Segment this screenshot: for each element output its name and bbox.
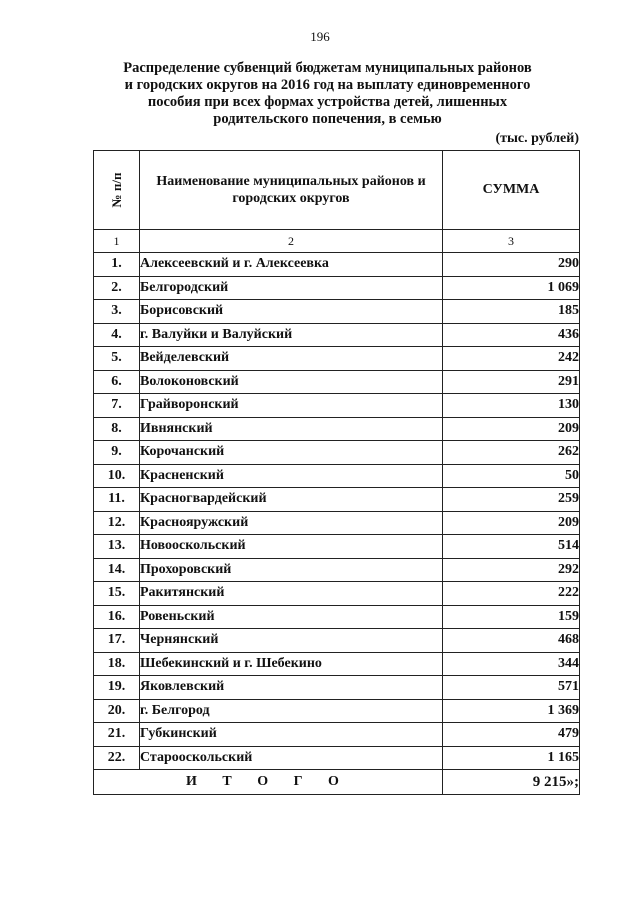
district-name: г. Белгород [140, 699, 443, 723]
table-row [94, 605, 580, 629]
column-index: 2 [140, 230, 443, 253]
title-line: и городских округов на 2016 год на выплату единовременного [124, 77, 531, 93]
table-row [94, 394, 580, 418]
header-number-label: № п/п [108, 172, 124, 208]
district-name: Ракитянский [140, 582, 443, 606]
row-number: 8. [94, 417, 140, 441]
row-number: 19. [94, 676, 140, 700]
district-name: Волоконовский [140, 370, 443, 394]
header-sum: СУММА [443, 151, 580, 230]
row-number: 22. [94, 746, 140, 770]
title-line: родительского попечения, в семью [213, 111, 442, 127]
table-row [94, 370, 580, 394]
table-row [94, 347, 580, 371]
table-row [94, 723, 580, 747]
table-row [94, 464, 580, 488]
table-row [94, 582, 580, 606]
table-row [94, 535, 580, 559]
row-number: 9. [94, 441, 140, 465]
units-label: (тыс. рублей) [495, 131, 579, 146]
subsidy-amount: 209 [443, 511, 580, 535]
table-row [94, 629, 580, 653]
table-row [94, 558, 580, 582]
table-row [94, 417, 580, 441]
subsidy-amount: 468 [443, 629, 580, 653]
district-name: Алексеевский и г. Алексеевка [140, 253, 443, 277]
table-row [94, 746, 580, 770]
row-number: 17. [94, 629, 140, 653]
district-name: Ровеньский [140, 605, 443, 629]
table-row [94, 276, 580, 300]
total-label: И Т О Г О [94, 770, 443, 795]
district-name: Старооскольский [140, 746, 443, 770]
row-number: 16. [94, 605, 140, 629]
district-name: Грайворонский [140, 394, 443, 418]
row-number: 11. [94, 488, 140, 512]
row-number: 12. [94, 511, 140, 535]
district-name: Прохоровский [140, 558, 443, 582]
table-row [94, 300, 580, 324]
district-name: Ивнянский [140, 417, 443, 441]
district-name: Новооскольский [140, 535, 443, 559]
row-number: 2. [94, 276, 140, 300]
district-name: Вейделевский [140, 347, 443, 371]
district-name: Борисовский [140, 300, 443, 324]
table-row [94, 488, 580, 512]
district-name: Шебекинский и г. Шебекино [140, 652, 443, 676]
column-index: 3 [443, 230, 580, 253]
subsidy-amount: 259 [443, 488, 580, 512]
subsidy-amount: 479 [443, 723, 580, 747]
subsidy-amount: 291 [443, 370, 580, 394]
table-row [94, 511, 580, 535]
subsidy-amount: 436 [443, 323, 580, 347]
district-name: Корочанский [140, 441, 443, 465]
row-number: 4. [94, 323, 140, 347]
title-line: Распределение субвенций бюджетам муниципальных районов [123, 60, 532, 76]
column-index-row [94, 230, 580, 253]
row-number: 6. [94, 370, 140, 394]
header-number [94, 151, 140, 230]
subsidy-amount: 344 [443, 652, 580, 676]
subsidy-amount: 242 [443, 347, 580, 371]
district-name: Красненский [140, 464, 443, 488]
table-row [94, 253, 580, 277]
row-number: 20. [94, 699, 140, 723]
row-number: 18. [94, 652, 140, 676]
total-sum: 9 215»; [443, 770, 580, 795]
row-number: 1. [94, 253, 140, 277]
table-row [94, 699, 580, 723]
page-number: 196 [310, 29, 330, 44]
subsidy-amount: 222 [443, 582, 580, 606]
subsidy-amount: 159 [443, 605, 580, 629]
subsidy-amount: 130 [443, 394, 580, 418]
table-row [94, 652, 580, 676]
subsidy-amount: 514 [443, 535, 580, 559]
subsidy-amount: 290 [443, 253, 580, 277]
subsidy-table [93, 150, 580, 795]
title-line: пособия при всех формах устройства детей, лишенных [147, 94, 508, 110]
district-name: Красногвардейский [140, 488, 443, 512]
table-row [94, 676, 580, 700]
subsidy-amount: 1 369 [443, 699, 580, 723]
row-number: 14. [94, 558, 140, 582]
subsidy-amount: 262 [443, 441, 580, 465]
district-name: Яковлевский [140, 676, 443, 700]
total-row [94, 770, 580, 795]
subsidy-amount: 185 [443, 300, 580, 324]
row-number: 10. [94, 464, 140, 488]
subsidy-amount: 292 [443, 558, 580, 582]
table-row [94, 441, 580, 465]
subsidy-amount: 1 069 [443, 276, 580, 300]
table-row [94, 323, 580, 347]
district-name: г. Валуйки и Валуйский [140, 323, 443, 347]
column-index: 1 [94, 230, 140, 253]
subsidy-amount: 571 [443, 676, 580, 700]
district-name: Краснояружский [140, 511, 443, 535]
district-name: Губкинский [140, 723, 443, 747]
row-number: 5. [94, 347, 140, 371]
table-header-row [94, 151, 580, 230]
row-number: 21. [94, 723, 140, 747]
subsidy-amount: 1 165 [443, 746, 580, 770]
table-body [94, 253, 580, 770]
district-name: Белгородский [140, 276, 443, 300]
row-number: 3. [94, 300, 140, 324]
subsidy-amount: 50 [443, 464, 580, 488]
document-title [90, 60, 565, 128]
row-number: 13. [94, 535, 140, 559]
subsidy-amount: 209 [443, 417, 580, 441]
row-number: 15. [94, 582, 140, 606]
row-number: 7. [94, 394, 140, 418]
header-name: Наименование муниципальных районов и городских округов [140, 151, 443, 230]
district-name: Чернянский [140, 629, 443, 653]
